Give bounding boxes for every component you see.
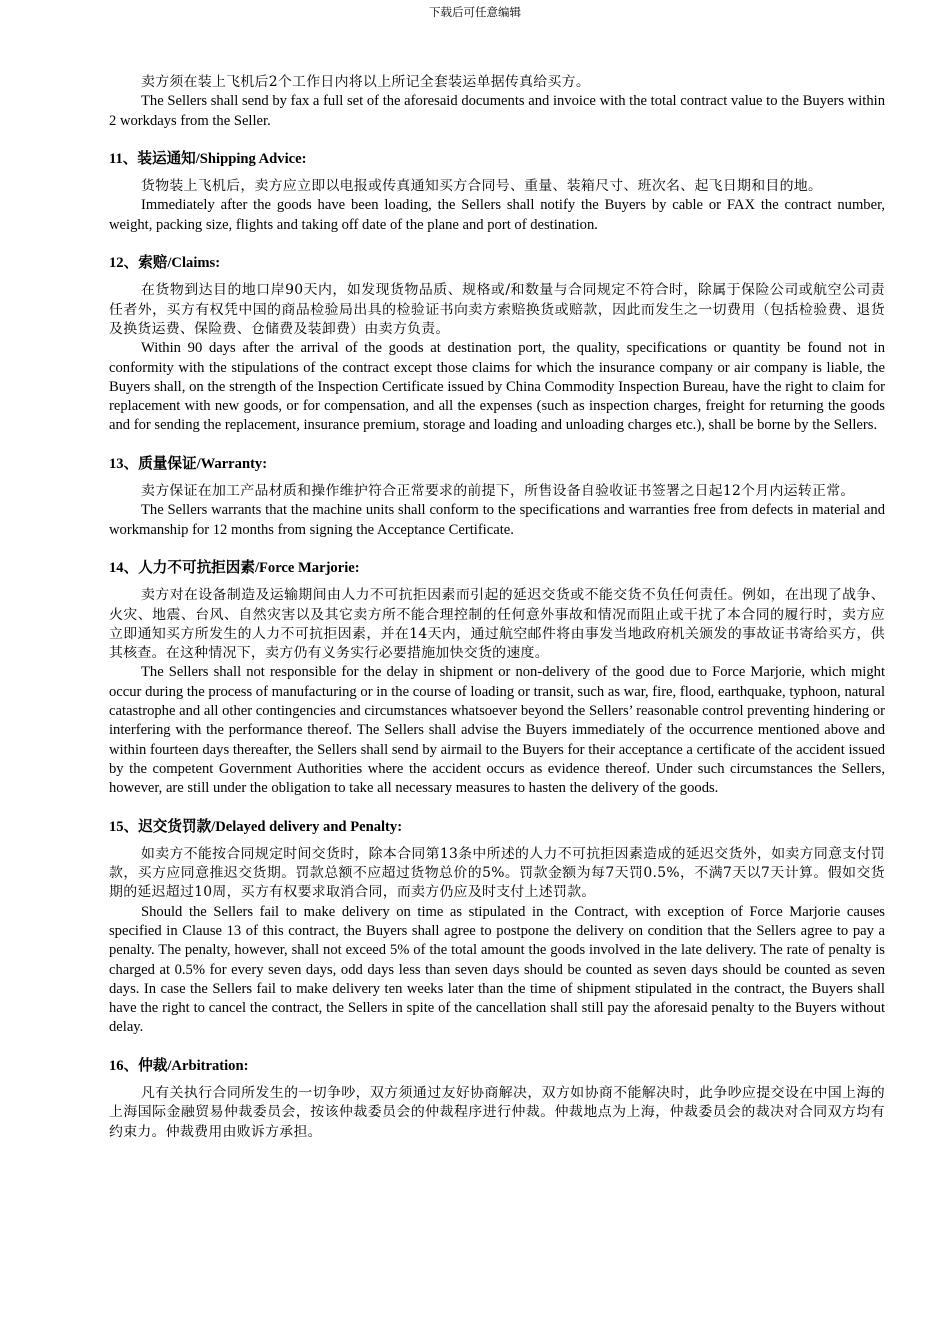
section-shipping-advice <box>109 150 885 235</box>
section-heading: 16、仲裁/Arbitration: <box>109 1057 249 1074</box>
section-claims <box>109 254 885 436</box>
section-english-text: Should the Sellers fail to make delivery on time as stipulated in the Contract, with exception of Force Marjorie causes specified in Clause 13 of this contract, the Buyers shall agree to postpone the delivery on condition that the Sellers agree to pay a penalty. The penalty, however, shall not exceed 5% of the total amount the goods involved in the late delivery. The rate of penalty is charged at 0.5% for every seven days, odd days less than seven days should be counted as seven days should be counted as seven days. In case the Sellers fail to make delivery ten weeks later than the time of shipment stipulated in the contract, the Buyers shall have the right to cancel the contract, the Sellers in spite of the cancellation shall still pay the aforesaid penalty to the Buyers without delay. <box>109 903 885 1036</box>
section-warranty <box>109 455 885 540</box>
section-chinese-text: 卖方对在设备制造及运输期间由人力不可抗拒因素而引起的延迟交货或不能交货不负任何责任。例如，在出现了战争、火灾、地震、台风、自然灾害以及其它卖方所不能合理控制的任何意外事故和情况而阻止或干扰了本合同的履行时，卖方应立即通知买方所发生的人力不可抗拒因素，并在14天内，通过航空邮件将由事发当地政府机关颁发的事故证书寄给买方，供其核查。在这种情况下，卖方仍有义务实行必要措施加快交货的速度。 <box>109 587 885 662</box>
contract-document <box>109 73 885 1142</box>
section-english-text: The Sellers shall not responsible for the delay in shipment or non-delivery of the good due to Force Marjorie, which might occur during the process of manufacturing or in the course of loading or transit, such as war, fire, flood, earthquake, typhoon, natural catastrophe and all other contingencies and circumstances whatsoever beyond the Sellers’ reasonable control preventing hindering or interfering with the performance thereof. The Sellers shall advise the Buyers immediately of the occurrence mentioned above and within fourteen days thereafter, the Sellers shall send by airmail to the Buyers for their acceptance a certificate of the accident issued by the competent Government Authorities where the accident occurs as evidence thereof. Under such circumstances the Sellers, however, are still under the obligation to take all necessary measures to hasten the delivery of the goods. <box>109 664 885 797</box>
section-delayed-delivery <box>109 818 885 1038</box>
section-heading: 11、装运通知/Shipping Advice: <box>109 150 307 167</box>
section-english-text: The Sellers warrants that the machine units shall conform to the specifications and warranties free from defects in material and workmanship for 12 months from signing the Acceptance Certificate. <box>109 502 885 538</box>
section-chinese-text: 卖方保证在加工产品材质和操作维护符合正常要求的前提下，所售设备自验收证书签署之日起12个月内运转正常。 <box>141 483 855 500</box>
section-heading: 14、人力不可抗拒因素/Force Marjorie: <box>109 559 360 576</box>
header-note: 下载后可任意编辑 <box>429 7 521 19</box>
intro-chinese: 卖方须在装上飞机后2个工作日内将以上所记全套装运单据传真给买方。 <box>141 74 591 90</box>
intro-english: The Sellers shall send by fax a full set of the aforesaid documents and invoice with the total contract value to the Buyers within 2 workdays from the Seller. <box>109 93 885 129</box>
section-heading: 15、迟交货罚款/Delayed delivery and Penalty: <box>109 818 403 835</box>
section-chinese-text: 在货物到达目的地口岸90天内，如发现货物品质、规格或/和数量与合同规定不符合时，除属于保险公司或航空公司责任者外，买方有权凭中国的商品检验局出具的检验证书向卖方索赔换货或赔款，因此而发生之一切费用（包括检验费、退货及换货运费、保险费、仓储费及装卸费）由卖方负责。 <box>109 282 885 337</box>
section-chinese-text: 如卖方不能按合同规定时间交货时，除本合同第13条中所述的人力不可抗拒因素造成的延迟交货外，如卖方同意支付罚款，买方应同意推迟交货期。罚款总额不应超过货物总价的5%。罚款金额为每7天罚0.5%，不满7天以7天计算。假如交货期的延迟超过10周，买方有权要求取消合同，而卖方仍应及时支付上述罚款。 <box>109 845 885 901</box>
section-english-text: Within 90 days after the arrival of the goods at destination port, the quality, specifications or quantity be found not in conformity with the stipulations of the contract except those claims for which the insurance company or air company is liable, the Buyers shall, on the strength of the Inspection Certificate issued by China Commodity Inspection Bureau, have the right to claim for replacement with new goods, or for compensation, and all the expenses (such as inspection charges, freight for returning the goods and for sending the replacement, insurance premium, storage and loading and unloading charges etc.), shall be borne by the Sellers. <box>109 340 885 434</box>
section-force-majeure <box>109 559 885 799</box>
section-heading: 12、索赔/Claims: <box>109 255 221 272</box>
section-arbitration <box>109 1057 885 1142</box>
section-english-text: Immediately after the goods have been loading, the Sellers shall notify the Buyers by cable or FAX the contract number, weight, packing size, flights and taking off date of the plane and port of destination. <box>109 197 885 233</box>
intro-block <box>109 73 885 131</box>
section-chinese-text: 凡有关执行合同所发生的一切争吵，双方须通过友好协商解决，双方如协商不能解决时，此争吵应提交设在中国上海的上海国际金融贸易仲裁委员会，按该仲裁委员会的仲裁程序进行仲裁。仲裁地点为上海，仲裁委员会的裁决对合同双方均有约束力。仲裁费用由败诉方承担。 <box>109 1085 885 1140</box>
section-chinese-text: 货物装上飞机后，卖方应立即以电报或传真通知买方合同号、重量、装箱尺寸、班次名、起飞日期和目的地。 <box>141 178 823 195</box>
section-heading: 13、质量保证/Warranty: <box>109 455 268 472</box>
